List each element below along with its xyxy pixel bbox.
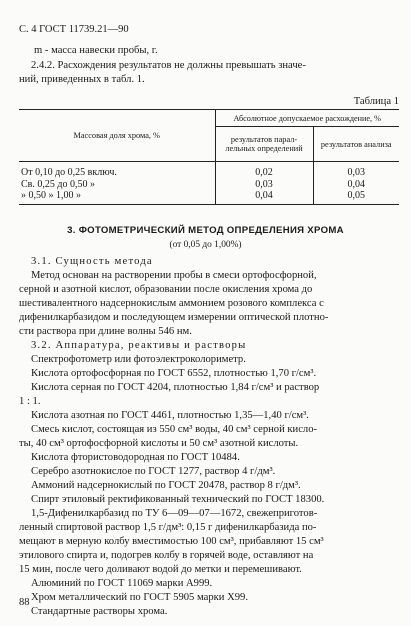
parallel-cell: 0,03 (215, 179, 313, 191)
page-header: С. 4 ГОСТ 11739.21—90 (19, 24, 129, 35)
body-line: дифенилкарбазидом и последующем измерении оптической плотно- (19, 312, 329, 323)
col-header-analysis: результатов анализа (313, 127, 399, 162)
body-line: 1,5-Дифенилкарбазид по ТУ 6—09—07—1672, свежеприготов- (31, 508, 318, 519)
body-line: ты, 40 см³ ортофосфорной кислоты и 50 см³ азотной кислоты. (19, 438, 299, 449)
body-line: шестивалентного надсернокислым аммонием розового комплекса с (19, 298, 324, 309)
section-title: 3. ФОТОМЕТРИЧЕСКИЙ МЕТОД ОПРЕДЕЛЕНИЯ ХРОМА (67, 225, 344, 236)
body-line: Аммоний надсернокислый по ГОСТ 20478, раствор 8 г/дм³. (31, 480, 301, 491)
col-header-mass: Массовая доля хрома, % (19, 110, 215, 162)
table-row (19, 179, 399, 191)
clause-3-2-heading: 3.2. Аппаратура, реактивы и растворы (31, 340, 247, 351)
body-line: 1 : 1. (19, 396, 41, 407)
body-line: ленный спиртовой раствор 1,5 г/дм³: 0,15 г дифенилкарбазида по- (19, 522, 317, 533)
table-caption: Таблица 1 (353, 96, 399, 107)
col-header-parallel: результатов парал- лельных определений (215, 127, 313, 162)
range-cell: От 0,10 до 0,25 включ. (21, 167, 117, 178)
body-line: 15 мин, после чего доливают водой до метки и перемешивают. (19, 564, 302, 575)
body-line: Кислота фтористоводородная по ГОСТ 10484. (31, 452, 240, 463)
body-line: Алюминий по ГОСТ 11069 марки А999. (31, 578, 213, 589)
analysis-cell: 0,03 (313, 162, 399, 179)
body-line: Хром металлический по ГОСТ 5905 марки Х99. (31, 592, 248, 603)
clause-3-1-heading: 3.1. Сущность метода (31, 256, 153, 267)
analysis-cell: 0,04 (313, 179, 399, 191)
section-subtitle: (от 0,05 до 1,00%) (169, 240, 242, 250)
table-row (19, 162, 399, 179)
body-line: этилового спирта и, подогрев колбу в горячей воде, оставляют на (19, 550, 314, 561)
body-line: мещают в мерную колбу вместимостью 100 см³, прибавляют 15 см³ (19, 536, 324, 547)
body-line: сти раствора при длине волны 546 нм. (19, 326, 192, 337)
parallel-cell: 0,02 (215, 162, 313, 179)
parallel-cell: 0,04 (215, 190, 313, 204)
body-line: серной и азотной кислот, образовании после окисления хрома до (19, 284, 313, 295)
clause-2-4-2-line2: ний, приведенных в табл. 1. (19, 74, 145, 85)
range-cell: Св. 0,25 до 0,50 » (21, 178, 95, 190)
body-line: Стандартные растворы хрома. (31, 606, 168, 617)
page-number: 88 (19, 597, 30, 608)
table-row (19, 190, 399, 204)
body-line: Метод основан на растворении пробы в смеси ортофосфорной, (31, 270, 317, 281)
clause-2-4-2-line1: 2.4.2. Расхождения результатов не должны превышать значе- (31, 60, 306, 71)
analysis-cell: 0,05 (313, 190, 399, 204)
body-line: Кислота ортофосфорная по ГОСТ 6552, плотностью 1,70 г/см³. (31, 368, 317, 379)
range-cell: » 0,50 » 1,00 » (19, 190, 215, 204)
tolerance-table (19, 109, 399, 205)
col-header-group: Абсолютное допускаемое расхождение, % (215, 110, 399, 127)
body-line: Спектрофотометр или фотоэлектроколориметр. (31, 354, 246, 365)
m-definition: m - масса навески пробы, г. (34, 45, 158, 56)
body-line: Спирт этиловый ректификованный технический по ГОСТ 18300. (31, 494, 325, 505)
body-line: Кислота серная по ГОСТ 4204, плотностью 1,84 г/см³ и раствор (31, 382, 320, 393)
body-line: Кислота азотная по ГОСТ 4461, плотностью 1,35—1,40 г/см³. (31, 410, 309, 421)
body-line: Смесь кислот, состоящая из 550 см³ воды, 40 см³ серной кисло- (31, 424, 318, 435)
body-line: Серебро азотнокислое по ГОСТ 1277, раствор 4 г/дм³. (31, 466, 276, 477)
